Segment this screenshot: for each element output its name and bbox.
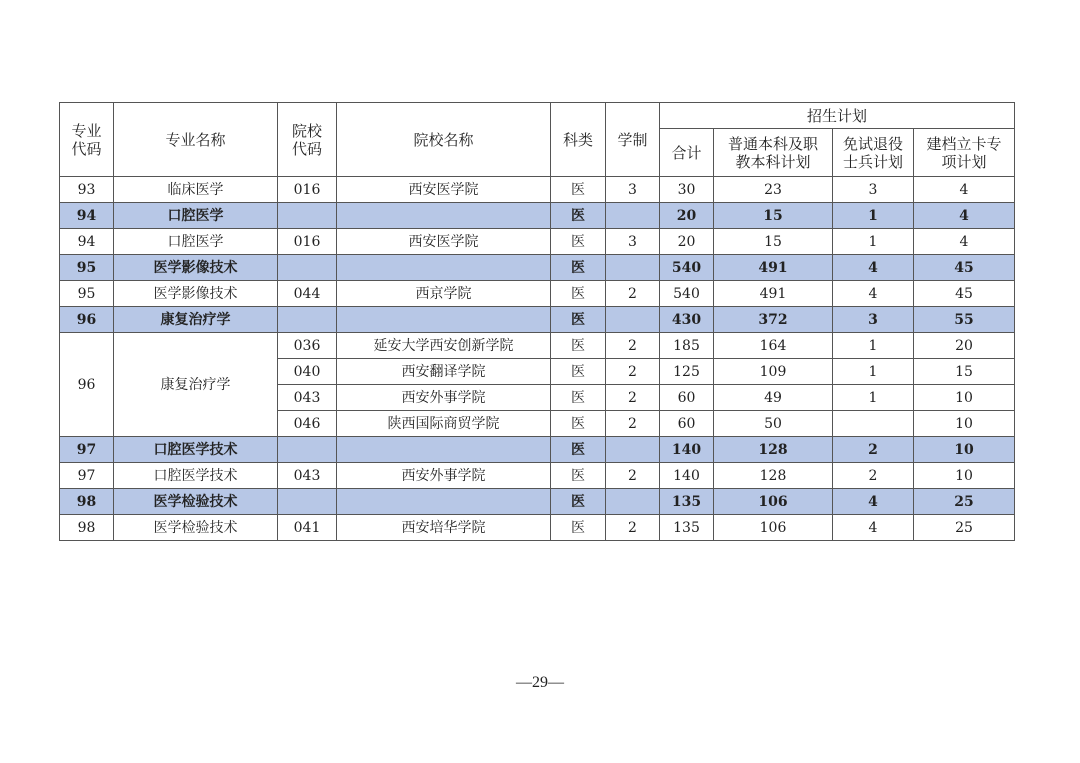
cell-school-code [278, 203, 337, 229]
cell-veteran: 2 [833, 463, 914, 489]
cell-school-code: 041 [278, 515, 337, 541]
cell-school-code [278, 437, 337, 463]
cell-category: 医 [551, 307, 606, 333]
cell-category: 医 [551, 489, 606, 515]
table-row [60, 177, 1015, 203]
cell-veteran: 3 [833, 177, 914, 203]
cell-major-name: 口腔医学技术 [114, 437, 278, 463]
cell-major-name: 口腔医学技术 [114, 463, 278, 489]
cell-school-code: 036 [278, 333, 337, 359]
cell-general: 128 [714, 463, 833, 489]
cell-major-code: 94 [60, 229, 114, 255]
cell-category: 医 [551, 229, 606, 255]
cell-general: 164 [714, 333, 833, 359]
header-veteran-plan: 免试退役 士兵计划 [833, 129, 914, 177]
cell-poverty: 55 [914, 307, 1015, 333]
cell-general: 106 [714, 515, 833, 541]
cell-veteran: 4 [833, 515, 914, 541]
header-duration: 学制 [606, 103, 660, 177]
cell-major-code: 97 [60, 463, 114, 489]
table-row-summary [60, 437, 1015, 463]
cell-major-name: 医学影像技术 [114, 255, 278, 281]
cell-poverty: 4 [914, 177, 1015, 203]
cell-total: 60 [660, 411, 714, 437]
cell-school-name [337, 307, 551, 333]
cell-major-code: 95 [60, 255, 114, 281]
cell-school-code [278, 489, 337, 515]
cell-total: 20 [660, 229, 714, 255]
cell-poverty: 10 [914, 411, 1015, 437]
cell-duration: 2 [606, 463, 660, 489]
cell-total: 540 [660, 281, 714, 307]
cell-poverty: 10 [914, 437, 1015, 463]
table-row [60, 281, 1015, 307]
cell-poverty: 10 [914, 385, 1015, 411]
cell-total: 540 [660, 255, 714, 281]
cell-school-name: 西安翻译学院 [337, 359, 551, 385]
table-row-summary [60, 307, 1015, 333]
cell-duration: 2 [606, 359, 660, 385]
cell-veteran: 4 [833, 255, 914, 281]
cell-duration: 3 [606, 229, 660, 255]
cell-category: 医 [551, 203, 606, 229]
cell-general: 23 [714, 177, 833, 203]
cell-poverty: 25 [914, 515, 1015, 541]
cell-category: 医 [551, 359, 606, 385]
cell-school-code: 016 [278, 177, 337, 203]
cell-school-code [278, 255, 337, 281]
cell-school-code: 040 [278, 359, 337, 385]
table-row-summary [60, 255, 1015, 281]
table-row-summary [60, 203, 1015, 229]
cell-major-code: 98 [60, 489, 114, 515]
cell-poverty: 25 [914, 489, 1015, 515]
cell-major-name: 口腔医学 [114, 229, 278, 255]
cell-total: 20 [660, 203, 714, 229]
cell-major-name: 口腔医学 [114, 203, 278, 229]
cell-category: 医 [551, 255, 606, 281]
cell-category: 医 [551, 177, 606, 203]
cell-veteran: 3 [833, 307, 914, 333]
table-row [60, 333, 1015, 359]
header-total: 合计 [660, 129, 714, 177]
cell-category: 医 [551, 411, 606, 437]
cell-total: 135 [660, 515, 714, 541]
cell-poverty: 45 [914, 281, 1015, 307]
cell-category: 医 [551, 281, 606, 307]
cell-school-name: 西安医学院 [337, 177, 551, 203]
cell-duration: 2 [606, 281, 660, 307]
cell-major-code: 94 [60, 203, 114, 229]
cell-poverty: 20 [914, 333, 1015, 359]
header-major-code: 专业 代码 [60, 103, 114, 177]
cell-school-code: 043 [278, 463, 337, 489]
table-row [60, 515, 1015, 541]
cell-school-name: 延安大学西安创新学院 [337, 333, 551, 359]
table-row [60, 229, 1015, 255]
header-row-1 [60, 103, 1015, 129]
cell-total: 125 [660, 359, 714, 385]
cell-category: 医 [551, 515, 606, 541]
cell-duration [606, 437, 660, 463]
cell-veteran [833, 411, 914, 437]
cell-general: 128 [714, 437, 833, 463]
cell-school-name: 陕西国际商贸学院 [337, 411, 551, 437]
cell-veteran: 1 [833, 359, 914, 385]
cell-major-code: 93 [60, 177, 114, 203]
table-row-summary [60, 489, 1015, 515]
cell-duration: 3 [606, 177, 660, 203]
cell-school-code: 044 [278, 281, 337, 307]
cell-major-code: 97 [60, 437, 114, 463]
cell-category: 医 [551, 437, 606, 463]
cell-duration: 2 [606, 333, 660, 359]
cell-school-name: 西安外事学院 [337, 385, 551, 411]
cell-poverty: 10 [914, 463, 1015, 489]
cell-school-name [337, 437, 551, 463]
cell-major-name: 康复治疗学 [114, 333, 278, 437]
cell-veteran: 1 [833, 229, 914, 255]
cell-poverty: 4 [914, 203, 1015, 229]
cell-total: 30 [660, 177, 714, 203]
header-general-plan: 普通本科及职 教本科计划 [714, 129, 833, 177]
cell-general: 109 [714, 359, 833, 385]
cell-duration: 2 [606, 515, 660, 541]
header-plan-group: 招生计划 [660, 103, 1015, 129]
cell-major-code: 95 [60, 281, 114, 307]
cell-school-name [337, 203, 551, 229]
cell-duration [606, 307, 660, 333]
cell-school-name: 西安医学院 [337, 229, 551, 255]
cell-total: 60 [660, 385, 714, 411]
cell-general: 50 [714, 411, 833, 437]
cell-duration: 2 [606, 385, 660, 411]
cell-school-code [278, 307, 337, 333]
cell-duration [606, 255, 660, 281]
cell-school-name: 西安外事学院 [337, 463, 551, 489]
cell-total: 185 [660, 333, 714, 359]
cell-major-code: 98 [60, 515, 114, 541]
cell-poverty: 15 [914, 359, 1015, 385]
cell-general: 15 [714, 229, 833, 255]
cell-poverty: 45 [914, 255, 1015, 281]
cell-general: 15 [714, 203, 833, 229]
cell-general: 491 [714, 281, 833, 307]
cell-school-name: 西安培华学院 [337, 515, 551, 541]
cell-duration [606, 489, 660, 515]
cell-duration: 2 [606, 411, 660, 437]
cell-school-name: 西京学院 [337, 281, 551, 307]
cell-veteran: 1 [833, 203, 914, 229]
cell-major-name: 临床医学 [114, 177, 278, 203]
cell-major-code: 96 [60, 333, 114, 437]
table-row [60, 463, 1015, 489]
cell-school-name [337, 489, 551, 515]
cell-major-name: 医学影像技术 [114, 281, 278, 307]
header-category: 科类 [551, 103, 606, 177]
header-school-code: 院校 代码 [278, 103, 337, 177]
page-number: —29— [516, 674, 564, 691]
cell-category: 医 [551, 463, 606, 489]
cell-veteran: 2 [833, 437, 914, 463]
cell-total: 135 [660, 489, 714, 515]
cell-category: 医 [551, 333, 606, 359]
cell-veteran: 4 [833, 281, 914, 307]
cell-major-name: 康复治疗学 [114, 307, 278, 333]
cell-school-code: 016 [278, 229, 337, 255]
cell-general: 372 [714, 307, 833, 333]
cell-school-code: 043 [278, 385, 337, 411]
cell-general: 106 [714, 489, 833, 515]
cell-category: 医 [551, 385, 606, 411]
header-poverty-plan: 建档立卡专 项计划 [914, 129, 1015, 177]
header-school-name: 院校名称 [337, 103, 551, 177]
header-major-name: 专业名称 [114, 103, 278, 177]
cell-school-code: 046 [278, 411, 337, 437]
cell-major-code: 96 [60, 307, 114, 333]
cell-major-name: 医学检验技术 [114, 489, 278, 515]
cell-general: 49 [714, 385, 833, 411]
cell-general: 491 [714, 255, 833, 281]
cell-veteran: 1 [833, 385, 914, 411]
cell-total: 140 [660, 463, 714, 489]
cell-veteran: 4 [833, 489, 914, 515]
cell-veteran: 1 [833, 333, 914, 359]
cell-school-name [337, 255, 551, 281]
enrollment-plan-table [59, 102, 1015, 541]
cell-total: 140 [660, 437, 714, 463]
cell-duration [606, 203, 660, 229]
cell-major-name: 医学检验技术 [114, 515, 278, 541]
cell-total: 430 [660, 307, 714, 333]
cell-poverty: 4 [914, 229, 1015, 255]
